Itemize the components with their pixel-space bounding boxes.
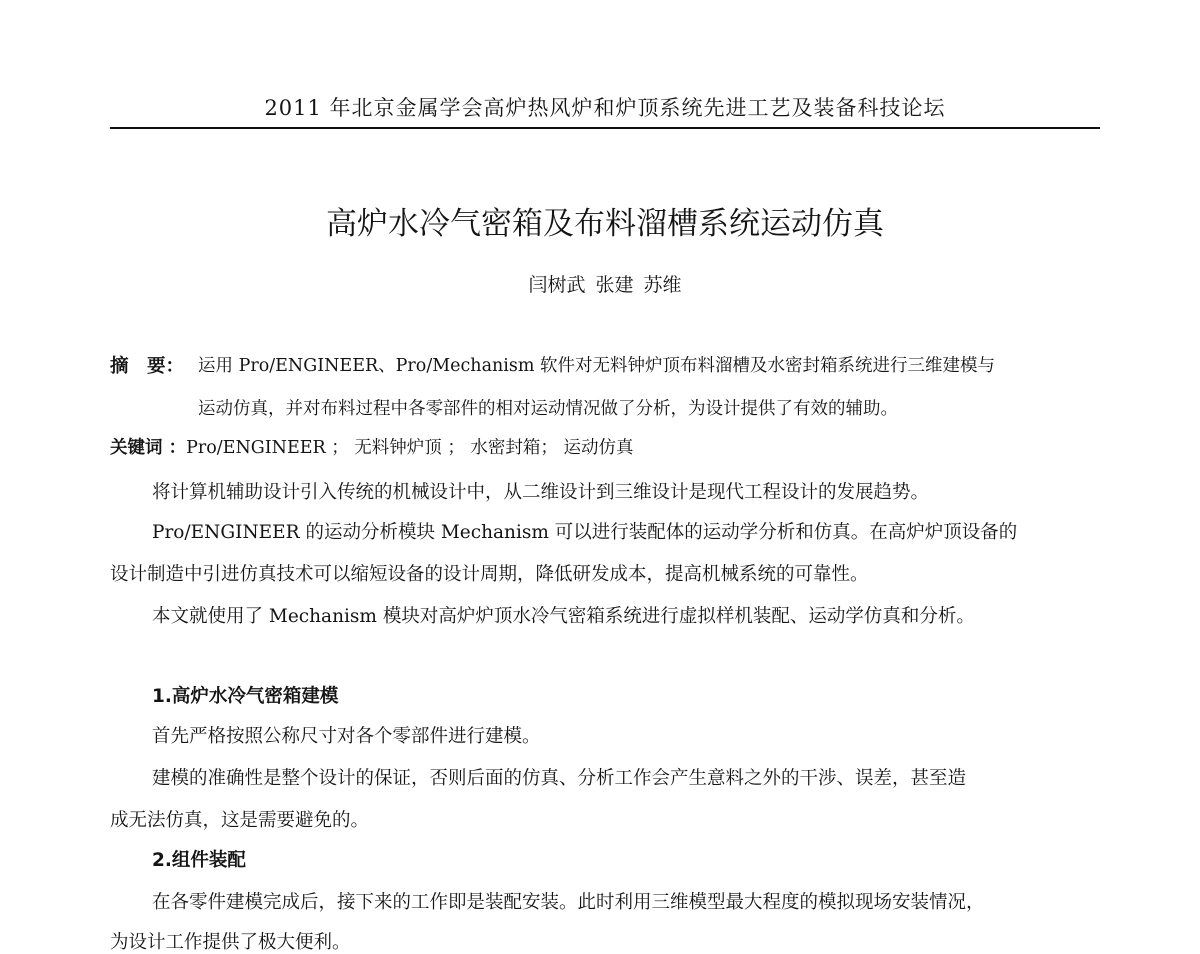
keywords-text: Pro/ENGINEER ； 无料钟炉顶 ； 水密封箱； 运动仿真 — [186, 438, 634, 458]
keywords-line — [110, 434, 634, 459]
paragraph-5-line-2: 成无法仿真，这是需要避免的。 — [110, 810, 370, 831]
paragraph-2-line-1: Pro/ENGINEER 的运动分析模块 Mechanism 可以进行装配体的运动学分析和仿真。在高炉炉顶设备的 — [152, 522, 1018, 543]
paragraph-1: 将计算机辅助设计引入传统的机械设计中，从二维设计到三维设计是现代工程设计的发展趋势。 — [152, 482, 930, 503]
paragraph-6-line-2: 为设计工作提供了极大便利。 — [110, 932, 351, 953]
paper-title: 高炉水冷气密箱及布料溜槽系统运动仿真 — [326, 206, 884, 242]
paragraph-3: 本文就使用了 Mechanism 模块对高炉炉顶水冷气密箱系统进行虚拟样机装配、运动学仿真和分析。 — [152, 606, 975, 627]
paper-authors: 闫树武 张建 苏维 — [528, 274, 682, 296]
paragraph-5-line-1: 建模的准确性是整个设计的保证，否则后面的仿真、分析工作会产生意料之外的干涉、误差，甚至造 — [152, 768, 967, 789]
header-rule — [110, 127, 1100, 129]
abstract-text-line-1: 运用 Pro/ENGINEER、Pro/Mechanism 软件对无料钟炉顶布料溜槽及水密封箱系统进行三维建模与 — [198, 356, 996, 376]
section-2-heading: 2.组件装配 — [152, 850, 246, 871]
paragraph-2-line-2: 设计制造中引进仿真技术可以缩短设备的设计周期，降低研发成本，提高机械系统的可靠性。 — [110, 564, 869, 585]
paragraph-4: 首先严格按照公称尺寸对各个零部件进行建模。 — [152, 726, 541, 747]
paragraph-6-line-1: 在各零件建模完成后，接下来的工作即是装配安装。此时利用三维模型最大程度的模拟现场安装情况， — [152, 892, 985, 913]
abstract-label: 摘 要： — [110, 356, 185, 377]
section-1-heading: 1.高炉水冷气密箱建模 — [152, 686, 339, 707]
running-header: 2011 年北京金属学会高炉热风炉和炉顶系统先进工艺及装备科技论坛 — [264, 96, 946, 120]
keywords-label: 关键词 ： — [110, 438, 187, 458]
abstract-text-line-2: 运动仿真，并对布料过程中各零部件的相对运动情况做了分析，为设计提供了有效的辅助。 — [198, 399, 898, 419]
